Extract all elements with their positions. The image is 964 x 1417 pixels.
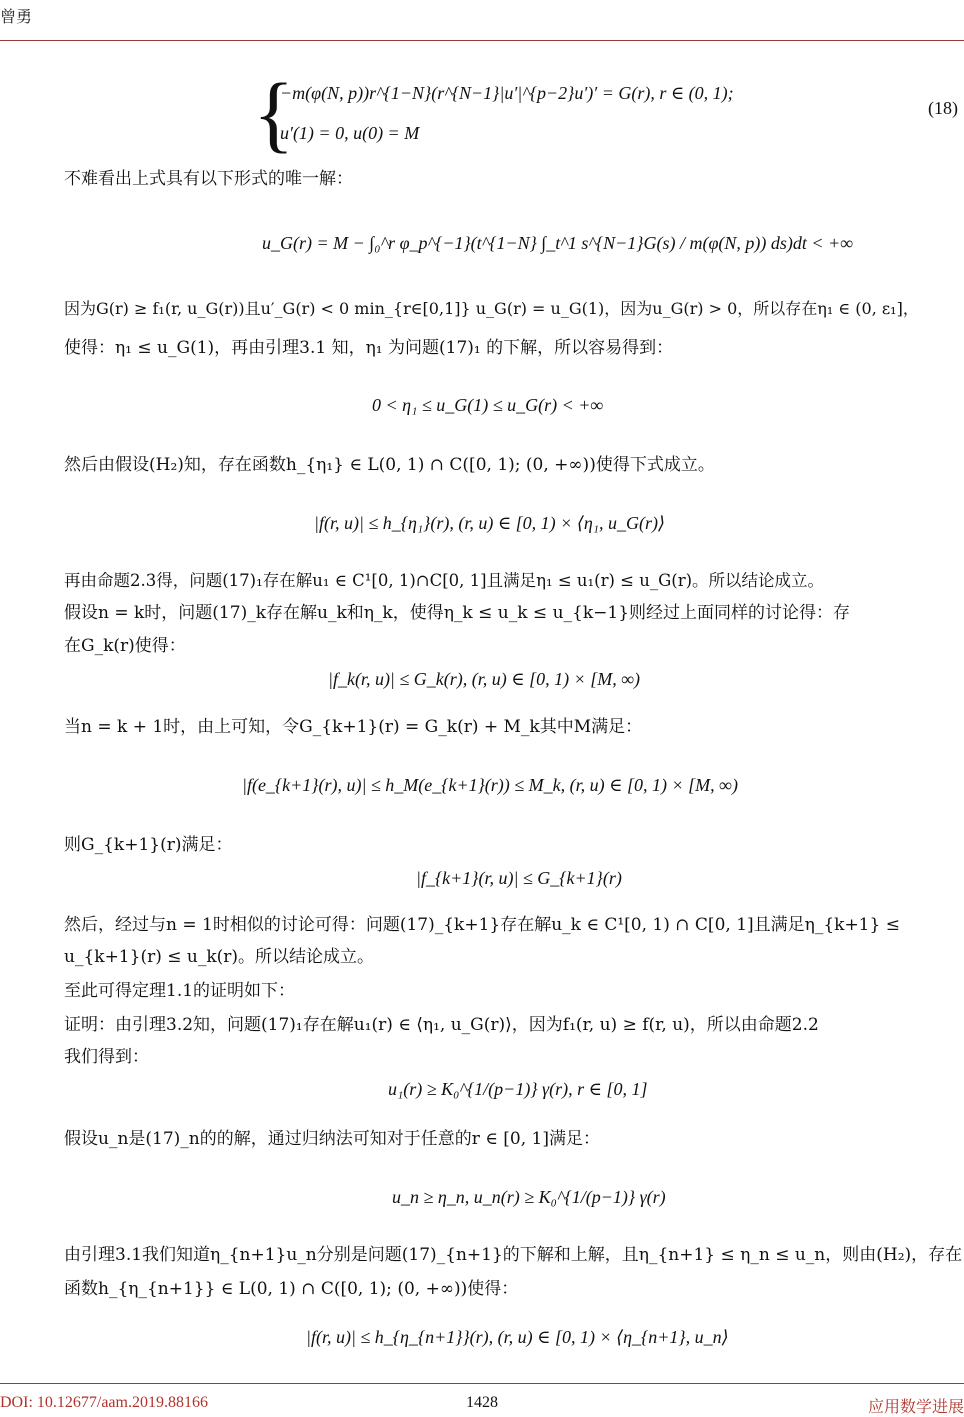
- equation-18-line1: −m(φ(N, p))r^{1−N}(r^{N−1}|u′|^{p−2}u′)′ = G(r), r ∈ (0, 1);: [280, 83, 734, 103]
- journal-name: 应用数学进展: [867, 1397, 964, 1416]
- doi-link[interactable]: DOI: 10.12677/aam.2019.88166: [0, 1394, 208, 1411]
- paragraph: 我们得到：: [64, 1047, 149, 1067]
- paragraph: 然后，经过与n = 1时相似的讨论可得：问题(17)_{k+1}存在解u_k ∈ C¹[0, 1) ∩ C[0, 1]且满足η_{k+1} ≤: [64, 915, 900, 935]
- page-header: [0, 0, 964, 41]
- display-equation: u₁(r) ≥ K₀^{1/(p−1)} γ(r), r ∈ [0, 1]: [388, 1079, 648, 1099]
- paragraph: 在G_k(r)使得：: [64, 636, 186, 656]
- paragraph: 使得：η₁ ≤ u_G(1)，再由引理3.1 知，η₁ 为问题(17)₁ 的下解，所以容易得到：: [64, 338, 674, 358]
- display-equation: u_n ≥ η_n, u_n(r) ≥ K₀^{1/(p−1)} γ(r): [392, 1187, 666, 1207]
- paragraph: 然后由假设(H₂)知，存在函数h_{η₁} ∈ L(0, 1) ∩ C([0, 1); (0, +∞))使得下式成立。: [64, 455, 715, 475]
- equation-18-line2: u′(1) = 0, u(0) = M: [280, 123, 420, 143]
- paragraph: 当n = k + 1时，由上可知，令G_{k+1}(r) = G_k(r) + M_k其中M满足：: [64, 717, 643, 737]
- page-footer: [0, 1383, 964, 1415]
- page-number: 1428: [466, 1394, 498, 1411]
- paragraph: 因为G(r) ≥ f₁(r, u_G(r))且u′_G(r) < 0 min_{r∈[0,1]} u_G(r) = u_G(1)，因为u_G(r) > 0，所以存在η₁ ∈ (0, ε₁]，: [64, 299, 919, 318]
- display-equation: |f_k(r, u)| ≤ G_k(r), (r, u) ∈ [0, 1) × [M, ∞): [328, 669, 641, 689]
- paragraph: 假设u_n是(17)_n的的解，通过归纳法可知对于任意的r ∈ [0, 1]满足：: [64, 1129, 600, 1149]
- paragraph: 不难看出上式具有以下形式的唯一解：: [64, 169, 353, 189]
- display-equation: |f(e_{k+1}(r), u)| ≤ h_M(e_{k+1}(r)) ≤ M_k, (r, u) ∈ [0, 1) × [M, ∞): [242, 775, 738, 795]
- display-equation: |f(r, u)| ≤ h_{η_{n+1}}(r), (r, u) ∈ [0, 1) × ⟨η_{n+1}, u_n⟩: [306, 1327, 729, 1347]
- paragraph: 再由命题2.3得，问题(17)₁存在解u₁ ∈ C¹[0, 1)∩C[0, 1]且满足η₁ ≤ u₁(r) ≤ u_G(r)。所以结论成立。: [64, 571, 825, 590]
- display-equation: 0 < η₁ ≤ u_G(1) ≤ u_G(r) < +∞: [372, 395, 604, 415]
- system-brace: {: [253, 65, 295, 161]
- paragraph: u_{k+1}(r) ≤ u_k(r)。所以结论成立。: [64, 947, 375, 967]
- display-equation: |f(r, u)| ≤ h_{η₁}(r), (r, u) ∈ [0, 1) × ⟨η₁, u_G(r)⟩: [314, 513, 666, 533]
- paragraph: 则G_{k+1}(r)满足：: [64, 835, 233, 855]
- paragraph: 由引理3.1我们知道η_{n+1}u_n分别是问题(17)_{n+1}的下解和上解，且η_{n+1} ≤ η_n ≤ u_n，则由(H₂)，存在: [64, 1245, 963, 1265]
- header-author: 曾勇: [0, 7, 33, 26]
- display-equation: u_G(r) = M − ∫₀^r φ_p^{−1}(t^{1−N} ∫_t^1 s^{N−1}G(s) / m(φ(N, p)) ds)dt < +∞: [262, 233, 854, 253]
- display-equation: |f_{k+1}(r, u)| ≤ G_{k+1}(r): [416, 868, 622, 888]
- paragraph: 至此可得定理1.1的证明如下：: [64, 981, 296, 1001]
- paragraph: 函数h_{η_{n+1}} ∈ L(0, 1) ∩ C([0, 1); (0, +∞))使得：: [64, 1279, 519, 1299]
- paragraph: 证明：由引理3.2知，问题(17)₁存在解u₁(r) ∈ ⟨η₁, u_G(r)⟩，因为f₁(r, u) ≥ f(r, u)，所以由命题2.2: [64, 1015, 819, 1035]
- paragraph: 假设n = k时，问题(17)_k存在解u_k和η_k，使得η_k ≤ u_k ≤ u_{k−1}则经过上面同样的讨论得：存: [64, 603, 851, 623]
- equation-number: (18): [928, 98, 958, 118]
